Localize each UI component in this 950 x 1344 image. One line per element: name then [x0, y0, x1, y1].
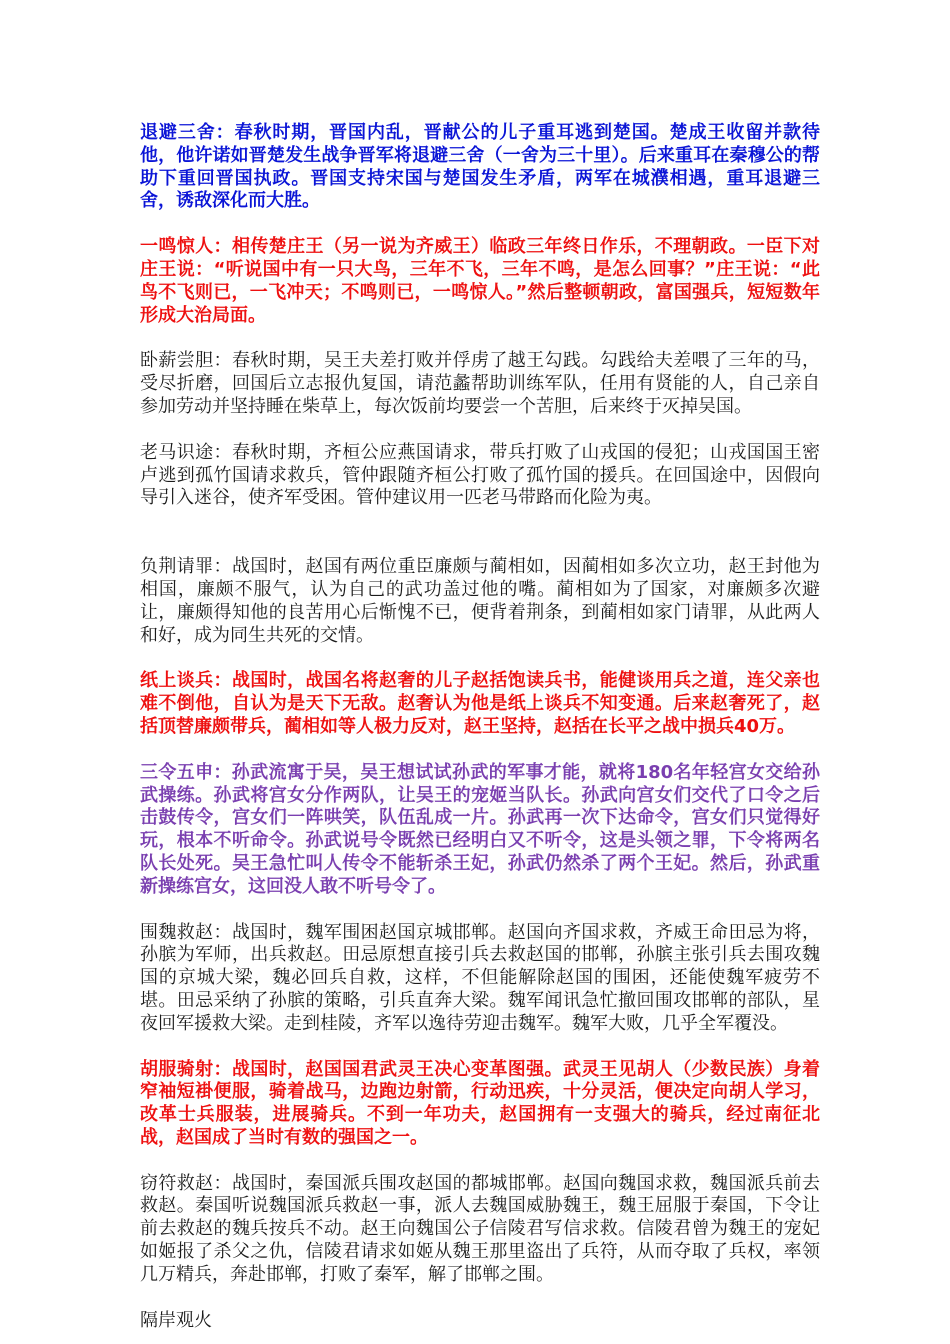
idiom-paragraph-woxin-changdan: 卧薪尝胆：春秋时期，吴王夫差打败并俘虏了越王勾践。勾践给夫差喂了三年的马，受尽折磨，回国后立志报仇复国，请范蠡帮助训练军队，任用有贤能的人，自己亲自参加劳动并坚持睡在柴草上，每次饭前均要尝一个苦胆，后来终于灭掉吴国。 [140, 350, 820, 417]
idiom-paragraph-tuibi-sanshe: 退避三舍：春秋时期，晋国内乱，晋献公的儿子重耳逃到楚国。楚成王收留并款待他，他许诺如晋楚发生战争晋军将退避三舍（一舍为三十里）。后来重耳在秦穆公的帮助下重回晋国执政。晋国支持宋国与楚国发生矛盾，两军在城濮相遇，重耳退避三舍，诱敌深化而大胜。 [140, 122, 820, 212]
idiom-paragraph-qiefu-jiuzhao: 窃符救赵：战国时，秦国派兵围攻赵国的都城邯郸。赵国向魏国求救，魏国派兵前去救赵。秦国听说魏国派兵救赵一事，派人去魏国威胁魏王，魏王屈服于秦国，下令让前去救赵的魏兵按兵不动。赵王向魏国公子信陵君写信求救。信陵君曾为魏王的宠妃如姬报了杀父之仇，信陵君请求如姬从魏王那里盗出了兵符，从而夺取了兵权，率领几万精兵，奔赴邯郸，打败了秦军，解了邯郸之围。 [140, 1172, 820, 1285]
idiom-paragraph-fujing-qingzui: 负荆请罪：战国时，赵国有两位重臣廉颇与蔺相如，因蔺相如多次立功，赵王封他为相国，廉颇不服气，认为自己的武功盖过他的嘴。蔺相如为了国家，对廉颇多次避让，廉颇得知他的良苦用心后惭愧不已，便背着荆条，到蔺相如家门请罪，从此两人和好，成为同生共死的交情。 [140, 556, 820, 646]
idiom-paragraph-zhishang-tanbing: 纸上谈兵：战国时，战国名将赵奢的儿子赵括饱读兵书，能健谈用兵之道，连父亲也难不倒他，自认为是天下无敌。赵奢认为他是纸上谈兵不知变通。后来赵奢死了，赵括顶替廉颇带兵，蔺相如等人极力反对，赵王坚持，赵括在长平之战中损兵40万。 [140, 670, 820, 737]
document-page [140, 122, 820, 1332]
idiom-paragraph-sanling-wushen: 三令五申：孙武流寓于吴，吴王想试试孙武的军事才能，就将180名年轻宫女交给孙武操练。孙武将宫女分作两队，让吴王的宠姬当队长。孙武向宫女们交代了口令之后击鼓传令，宫女们一阵哄笑，队伍乱成一片。孙武再一次下达命令，宫女们只觉得好玩，根本不听命令。孙武说号令既然已经明白又不听令，这是头领之罪，下令将两名队长处死。吴王急忙叫人传令不能斩杀王妃，孙武仍然杀了两个王妃。然后，孙武重新操练宫女，这回没人敢不听号令了。 [140, 761, 820, 897]
idiom-paragraph-hufu-qishe: 胡服骑射：战国时，赵国国君武灵王决心变革图强。武灵王见胡人（少数民族）身着窄袖短褂便服，骑着战马，边跑边射箭，行动迅疾，十分灵活，便决定向胡人学习，改革士兵服装，进展骑兵。不到一年功夫，赵国拥有一支强大的骑兵，经过南征北战，赵国成了当时有数的强国之一。 [140, 1058, 820, 1148]
idiom-paragraph-gean-guanhuo: 隔岸观火 [140, 1309, 212, 1331]
idiom-paragraph-laoma-shitu: 老马识途：春秋时期，齐桓公应燕国请求，带兵打败了山戎国的侵犯；山戎国国王密卢逃到孤竹国请求救兵，管仲跟随齐桓公打败了孤竹国的援兵。在回国途中，因假向导引入迷谷，使齐军受困。管仲建议用一匹老马带路而化险为夷。 [140, 441, 820, 509]
idiom-paragraph-weiwei-jiuzhao: 围魏救赵：战国时，魏军围困赵国京城邯郸。赵国向齐国求救，齐威王命田忌为将，孙膑为军师，出兵救赵。田忌原想直接引兵去救赵国的邯郸，孙膑主张引兵去围攻魏国的京城大梁，魏必回兵自救，这样，不但能解除赵国的围困，还能使魏军疲劳不堪。田忌采纳了孙膑的策略，引兵直奔大梁。魏军闻讯急忙撤回围攻邯郸的部队，星夜回军援救大梁。走到桂陵，齐军以逸待劳迎击魏军。魏军大败，几乎全军覆没。 [140, 921, 820, 1034]
idiom-paragraph-yiming-jingren: 一鸣惊人：相传楚庄王（另一说为齐威王）临政三年终日作乐，不理朝政。一臣下对庄王说：“听说国中有一只大鸟，三年不飞，三年不鸣，是怎么回事？”庄王说：“此鸟不飞则已，一飞冲天；不鸣则已，一鸣惊人。”然后整顿朝政，富国强兵，短短数年形成大治局面。 [140, 236, 820, 326]
